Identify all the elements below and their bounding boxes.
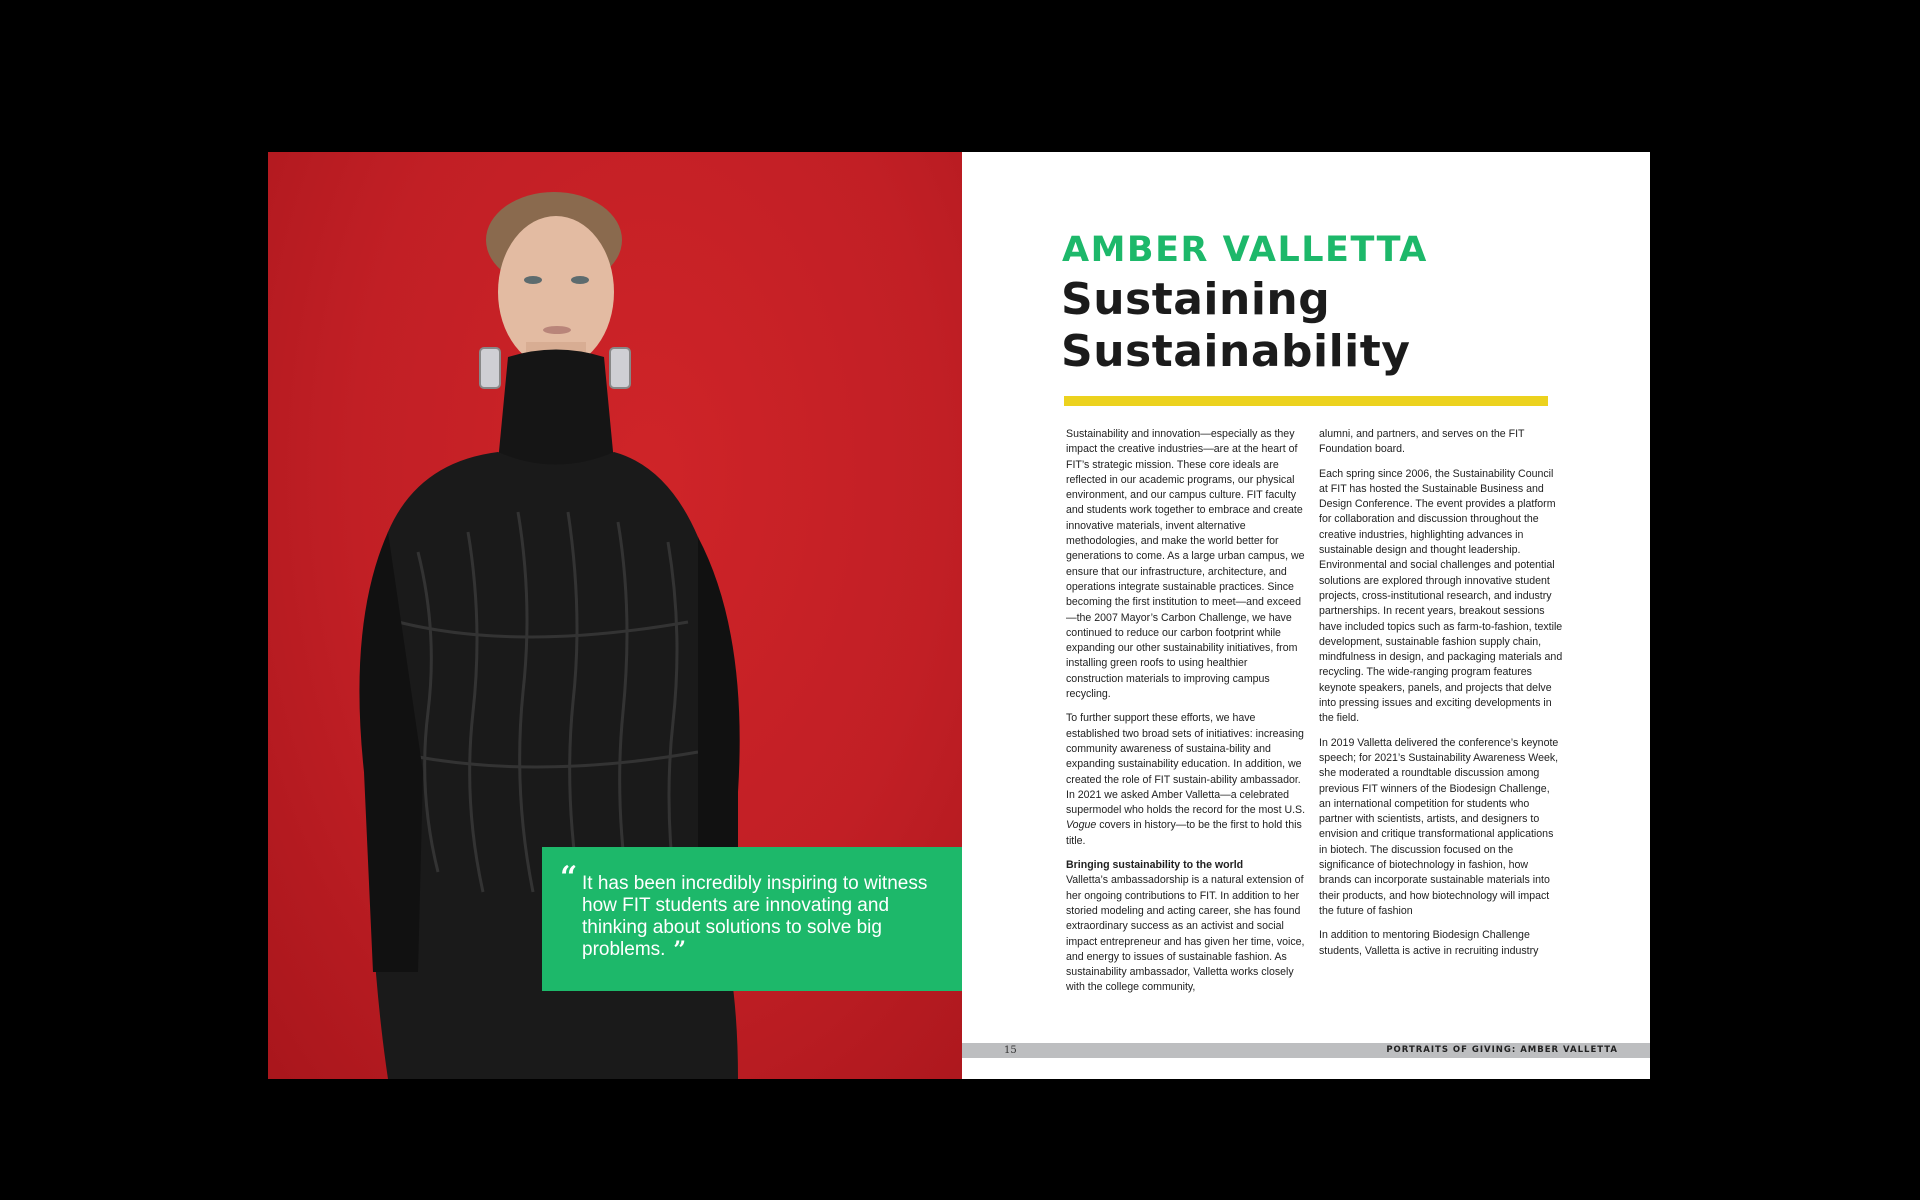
paragraph [1066, 711, 1306, 849]
magazine-spread [268, 152, 1650, 1079]
turtleneck-collar [498, 350, 614, 473]
right-earring-shape [610, 348, 630, 388]
left-eye [524, 276, 542, 284]
yellow-rule [1064, 396, 1548, 406]
paragraph: Each spring since 2006, the Sustainability Council at FIT has hosted the Sustainable Business and Design Conference. The event provides a platform for collaboration and discussion throughout the creative industries, highlighting advances in sustainable design and thought leadership. Environmental and social challenges and potential solutions are explored through innovative student projects, cross-institutional research, and industry partnerships. In recent years, breakout sessions have included topics such as farm-to-fashion, textile development, sustainable fashion supply chain, mindfulness in design, and packaging materials and recycling. The wide-ranging program features keynote speakers, panels, and projects that delve into pressing issues and exciting developments in the field. [1319, 467, 1563, 725]
pull-quote-text [582, 873, 942, 961]
page-footer [962, 1043, 1650, 1058]
article-headline: Sustaining Sustainability [1061, 274, 1411, 377]
right-sleeve [698, 537, 740, 892]
left-earring-shape [480, 348, 500, 388]
running-head: PORTRAITS OF GIVING: AMBER VALLETTA [1386, 1045, 1618, 1055]
quote-body: It has been incredibly inspiring to witness how FIT students are innovating and thinking about solutions to solve big problems. [582, 873, 928, 960]
article-kicker: AMBER VALLETTA [1062, 230, 1428, 270]
close-quote-mark: ” [673, 937, 687, 963]
pull-quote [542, 847, 962, 991]
text-column-left [1066, 427, 1306, 1005]
open-quote-mark: “ [560, 860, 578, 895]
italic-title: Vogue [1066, 819, 1097, 832]
paragraph: In addition to mentoring Biodesign Challenge students, Valletta is active in recruiting industry [1319, 929, 1539, 957]
section-subhead: Bringing sustainability to the world [1066, 859, 1244, 872]
paragraph: alumni, and partners, and serves on the FIT Foundation board. [1319, 428, 1525, 456]
portrait-photo [268, 152, 962, 1079]
paragraph-text: To further support these efforts, we have established two broad sets of initiatives: increasing community awareness of sustaina-bility and expanding sustainability education. In addition, we created the role of FIT sustain-ability ambassador. In 2021 we asked Amber Valletta—a celebrated supermodel who holds the record for the most U.S. [1066, 712, 1306, 817]
paragraph: In 2019 Valletta delivered the conference’s keynote speech; for 2021’s Sustainability Awareness Week, she moderated a roundtable discussion among previous FIT winners of the Biodesign Challenge, an international competition for students who partner with scientists, artists, and designers to envision and critique transformational applications in biotech. The discussion focused on the significance of biotechnology in fashion, how brands can incorporate sustainable materials into their products, and how biotechnology will impact the future of fashion [1319, 736, 1559, 917]
right-eye [571, 276, 589, 284]
page-number: 15 [1004, 1045, 1017, 1056]
lips [543, 326, 571, 334]
paragraph: Sustainability and innovation—especially as they impact the creative industries—are at the heart of FIT’s strategic mission. These core ideals are reflected in our academic programs, our physical environment, and our campus culture. FIT faculty and students work together to embrace and create innovative materials, invent alternative methodologies, and make the world better for generations to come. As a large urban campus, we ensure that our infrastructure, architecture, and operations integrate sustainable practices. Since becoming the first institution to meet—and exceed—the 2007 Mayor’s Carbon Challenge, we have continued to reduce our carbon footprint while expanding our other sustainability initiatives, from installing green roofs to using healthier construction materials to improving campus recycling. [1066, 428, 1305, 701]
paragraph: Valletta’s ambassadorship is a natural extension of her ongoing contributions to FIT. In addition to her storied modeling and acting career, she has found extraordinary success as an activist and social impact entrepreneur and has given her time, voice, and energy to issues of sustainable fashion. As sustainability ambassador, Valletta works closely with the college community, [1066, 874, 1305, 994]
article-page [962, 152, 1650, 1079]
text-column-right [1319, 427, 1563, 968]
paragraph-text: covers in history—to be the first to hold this title. [1066, 819, 1302, 847]
